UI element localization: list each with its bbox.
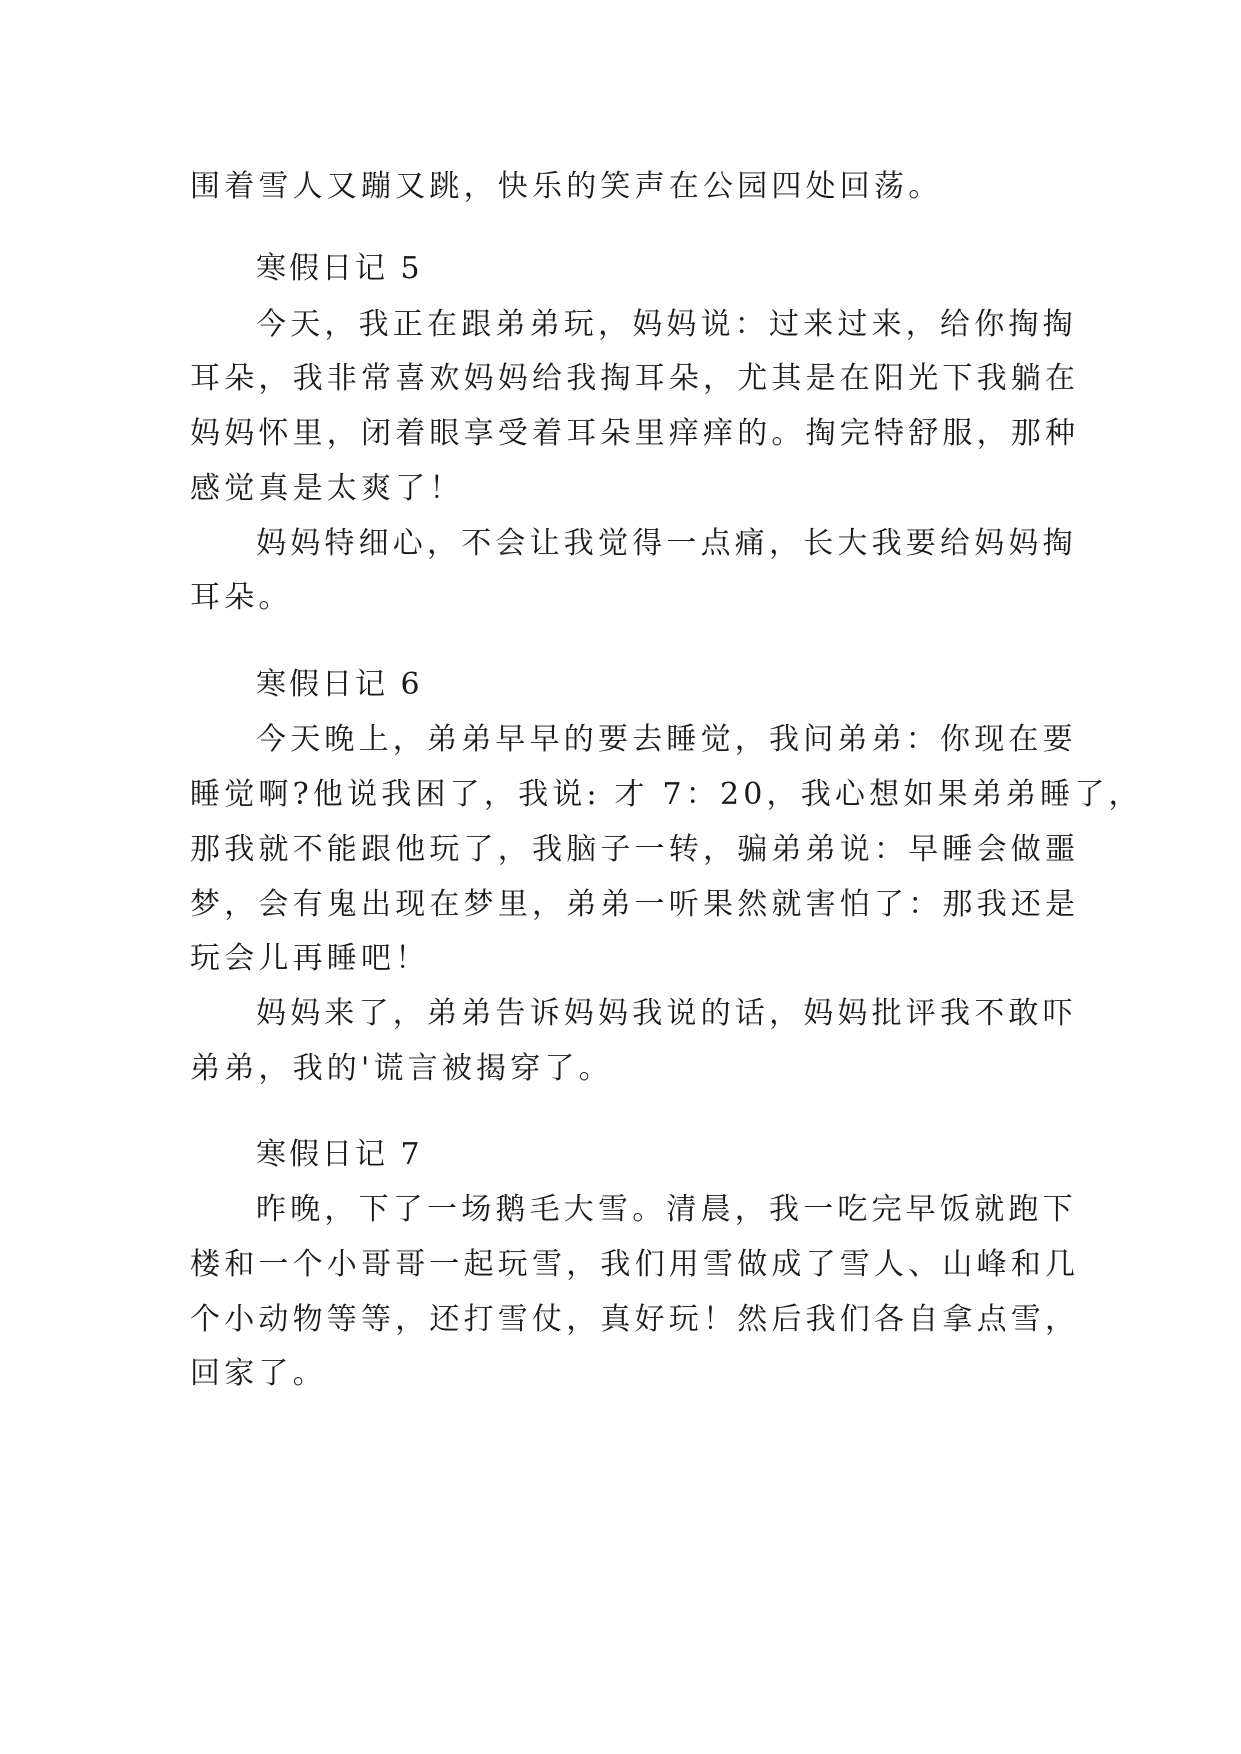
paragraph-line: 梦，会有鬼出现在梦里，弟弟一听果然就害怕了：那我还是 (190, 887, 1080, 922)
paragraph-line: 个小动物等等，还打雪仗，真好玩！然后我们各自拿点雪， (190, 1302, 1080, 1337)
paragraph-line: 楼和一个小哥哥一起玩雪，我们用雪做成了雪人、山峰和几 (190, 1247, 1080, 1282)
paragraph-line: 那我就不能跟他玩了，我脑子一转，骗弟弟说：早睡会做噩 (190, 832, 1080, 867)
paragraph-line: 妈妈来了，弟弟告诉妈妈我说的话，妈妈批评我不敢吓 (256, 996, 1077, 1031)
paragraph-line: 弟弟，我的'谎言被揭穿了。 (190, 1051, 613, 1086)
paragraph-line: 妈妈怀里，闭着眼享受着耳朵里痒痒的。掏完特舒服，那种 (190, 416, 1080, 451)
paragraph-line: 今天，我正在跟弟弟玩，妈妈说：过来过来，给你掏掏 (256, 307, 1077, 342)
paragraph-line: 今天晚上，弟弟早早的要去睡觉，我问弟弟：你现在要 (256, 722, 1077, 757)
entry-heading: 寒假日记 6 (256, 667, 423, 702)
paragraph-line: 耳朵，我非常喜欢妈妈给我掏耳朵，尤其是在阳光下我躺在 (190, 361, 1080, 396)
intro-line: 围着雪人又蹦又跳，快乐的笑声在公园四处回荡。 (190, 169, 943, 204)
paragraph-line: 玩会儿再睡吧！ (190, 941, 430, 976)
paragraph-line: 昨晚，下了一场鹅毛大雪。清晨，我一吃完早饭就跑下 (256, 1192, 1077, 1227)
paragraph-line: 睡觉啊?他说我困了，我说: 才 7：20，我心想如果弟弟睡了， (190, 777, 1143, 812)
paragraph-line: 感觉真是太爽了！ (190, 471, 464, 506)
entry-heading: 寒假日记 7 (256, 1137, 423, 1172)
paragraph-line: 耳朵。 (190, 580, 293, 615)
paragraph-line: 回家了。 (190, 1356, 327, 1391)
entry-heading: 寒假日记 5 (256, 251, 423, 286)
paragraph-line: 妈妈特细心，不会让我觉得一点痛，长大我要给妈妈掏 (256, 526, 1077, 561)
